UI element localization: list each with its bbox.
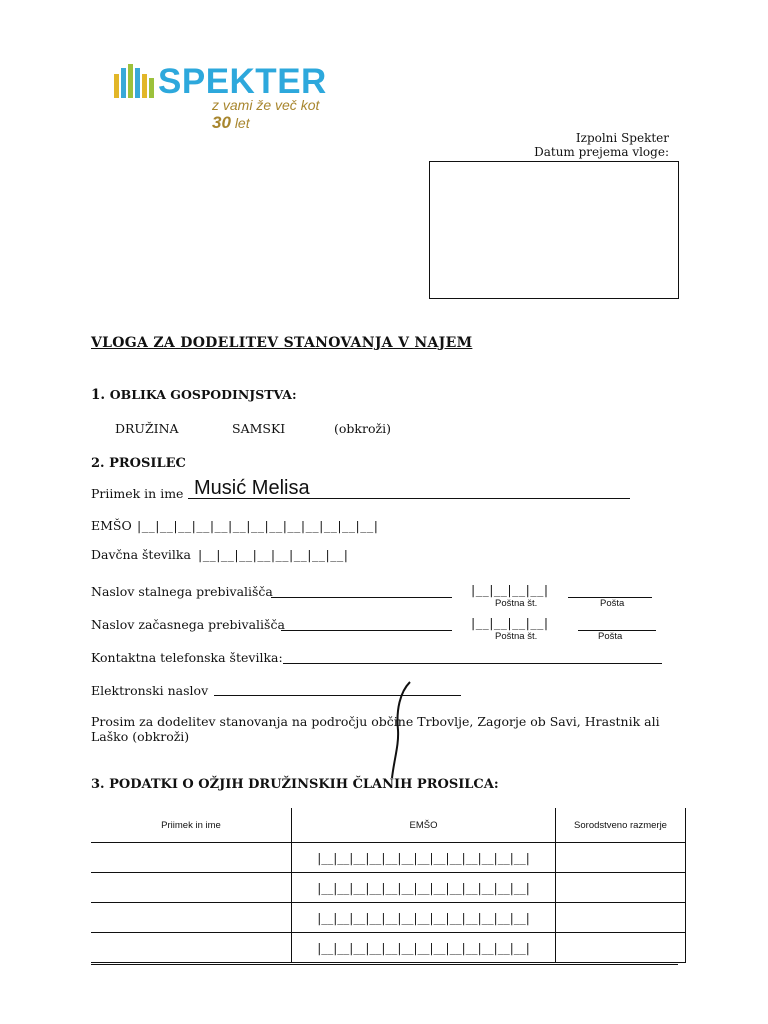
circle-note: (obkroži) [334,421,391,436]
permanent-postal-caption: Poštna št. [495,598,538,609]
member-emso-cell[interactable]: |__|__|__|__|__|__|__|__|__|__|__|__|__| [292,843,556,873]
member-relation-cell[interactable] [556,903,686,933]
permanent-address-label: Naslov stalnega prebivališča [91,584,273,599]
tax-field[interactable]: |__|__|__|__|__|__|__|__| [198,547,349,562]
column-header-emso: EMŠO [292,808,556,843]
section2-heading: 2. PROSILEC [91,456,186,471]
temporary-postal-field[interactable]: |__|__|__|__| [471,615,549,630]
section1-heading: 1. OBLIKA GOSPODINJSTVA: [91,387,297,403]
logo-bars-icon [114,64,158,98]
spekter-logo [114,62,334,132]
form-title: VLOGA ZA DODELITEV STANOVANJA V NAJEM [91,335,473,351]
emso-label: EMŠO [91,518,132,533]
table-row [91,933,686,963]
member-name-cell[interactable] [91,873,292,903]
table-header-row [91,808,686,843]
request-text-line1: Prosim za dodelitev stanovanja na področju občine Trbovlje, Zagorje ob Savi, Hrastnik ali [91,714,660,729]
family-members-table [91,808,686,963]
temporary-post-caption: Pošta [598,631,623,642]
table-bottom-rule [91,964,678,965]
surname-value: Musić Melisa [194,477,310,499]
member-emso-cell[interactable]: |__|__|__|__|__|__|__|__|__|__|__|__|__| [292,873,556,903]
temporary-address-field[interactable] [281,616,452,631]
tax-label: Davčna številka [91,547,191,562]
option-druzina[interactable]: DRUŽINA [115,421,179,436]
surname-label: Priimek in ime [91,486,184,501]
permanent-post-caption: Pošta [600,598,625,609]
temporary-postal-caption: Poštna št. [495,631,538,642]
permanent-address-field[interactable] [271,583,452,598]
email-label: Elektronski naslov [91,683,209,698]
member-emso-cell[interactable]: |__|__|__|__|__|__|__|__|__|__|__|__|__| [292,903,556,933]
surname-field[interactable] [188,477,630,499]
table-row [91,903,686,933]
member-name-cell[interactable] [91,933,292,963]
section3-heading: 3. PODATKI O OŽJIH DRUŽINSKIH ČLANIH PROSILCA: [91,777,499,792]
member-name-cell[interactable] [91,903,292,933]
email-field[interactable] [214,681,461,696]
member-emso-cell[interactable]: |__|__|__|__|__|__|__|__|__|__|__|__|__| [292,933,556,963]
phone-label: Kontaktna telefonska številka: [91,650,283,665]
member-relation-cell[interactable] [556,873,686,903]
office-use-label: Izpolni Spekter [575,131,669,145]
receipt-date-label: Datum prejema vloge: [534,145,669,159]
temporary-post-field[interactable] [578,616,656,631]
option-samski[interactable]: SAMSKI [232,421,286,436]
member-relation-cell[interactable] [556,843,686,873]
permanent-postal-field[interactable]: |__|__|__|__| [471,582,549,597]
table-row [91,873,686,903]
permanent-post-field[interactable] [568,583,652,598]
logo-brand: SPEKTER [158,62,327,101]
emso-field[interactable]: |__|__|__|__|__|__|__|__|__|__|__|__|__| [137,518,379,533]
request-text-line2: Laško (obkroži) [91,729,190,744]
office-stamp-box [429,161,679,299]
phone-field[interactable] [283,649,662,664]
member-relation-cell[interactable] [556,933,686,963]
column-header-name: Priimek in ime [91,808,292,843]
member-name-cell[interactable] [91,843,292,873]
column-header-relation: Sorodstveno razmerje [556,808,686,843]
table-row [91,843,686,873]
logo-tagline: z vami že več kot 30 let [212,97,320,132]
temporary-address-label: Naslov začasnega prebivališča [91,617,285,632]
pen-stroke-mark [388,680,418,780]
